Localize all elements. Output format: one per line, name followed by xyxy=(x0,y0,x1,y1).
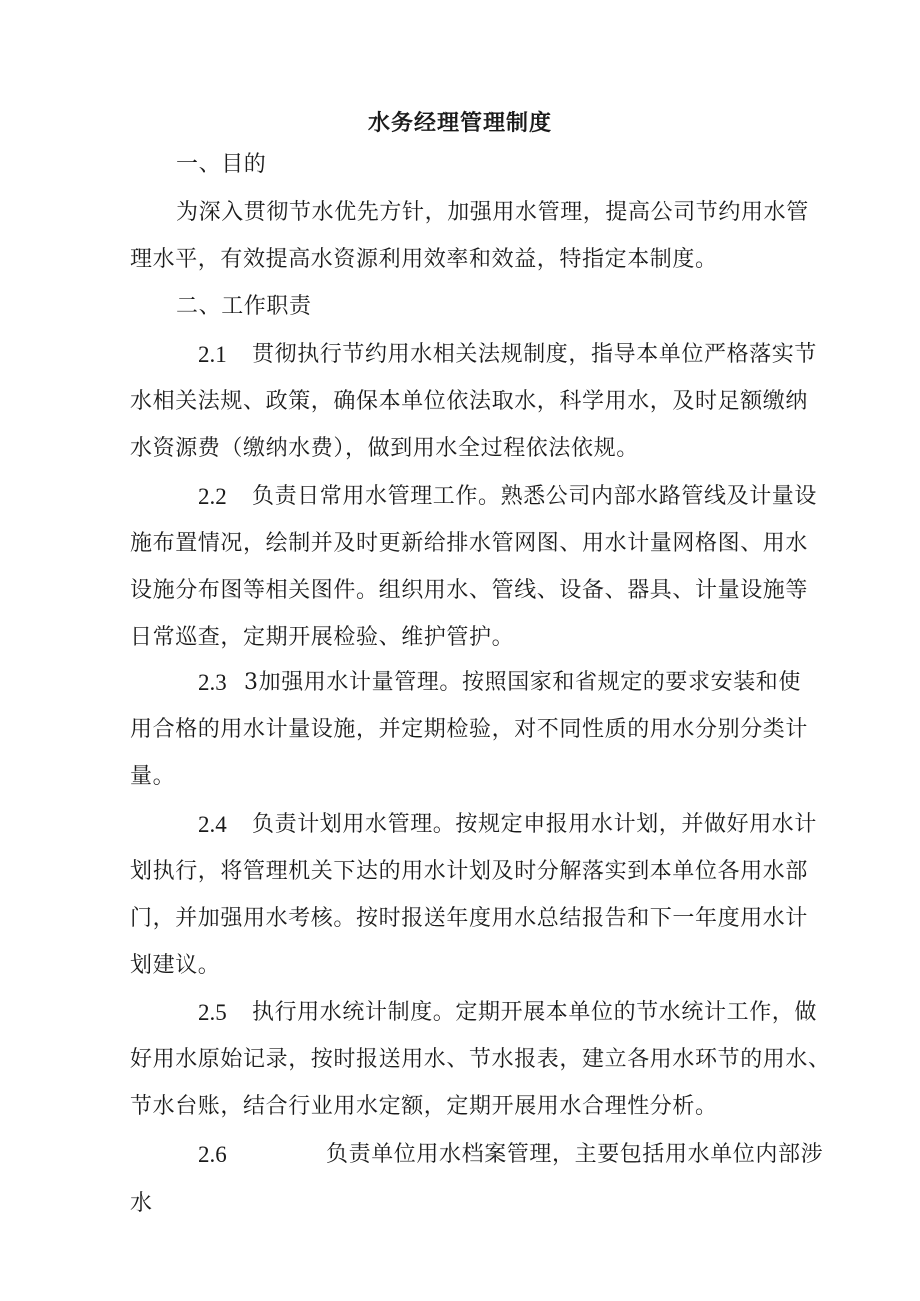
section-heading-purpose: 一、目的 xyxy=(176,152,267,177)
item-2-1-number: 2.1 xyxy=(198,342,227,367)
item-2-5-line-1: 执行用水统计制度。定期开展本单位的节水统计工作，做 xyxy=(252,1000,818,1025)
item-2-4-line-3: 门，并加强用水考核。按时报送年度用水总结报告和下一年度用水计 xyxy=(130,906,809,931)
item-2-3-line-3: 量。 xyxy=(130,764,176,789)
item-2-5-line-3: 节水台账，结合行业用水定额，定期开展用水合理性分析。 xyxy=(130,1094,718,1119)
item-2-1-line-1: 贯彻执行节约用水相关法规制度，指导本单位严格落实节 xyxy=(252,342,818,367)
item-2-5-number: 2.5 xyxy=(198,1000,227,1025)
purpose-line-1: 为深入贯彻节水优先方针，加强用水管理，提高公司节约用水管 xyxy=(176,200,809,225)
purpose-line-2: 理水平，有效提高水资源利用效率和效益，特指定本制度。 xyxy=(130,247,718,272)
item-2-2-line-3: 设施分布图等相关图件。组织用水、管线、设备、器具、计量设施等 xyxy=(130,578,809,603)
section-heading-duties: 二、工作职责 xyxy=(176,294,312,319)
item-2-6-line-2: 水 xyxy=(130,1191,153,1216)
item-2-2-line-2: 施布置情况，绘制并及时更新给排水管网图、用水计量网格图、用水 xyxy=(130,531,809,556)
item-2-1-line-3: 水资源费（缴纳水费），做到用水全过程依法依规。 xyxy=(130,436,639,461)
item-2-4-line-2: 划执行，将管理机关下达的用水计划及时分解落实到本单位各用水部 xyxy=(130,859,809,884)
item-2-4-number: 2.4 xyxy=(198,812,227,837)
item-2-3-number: 2.3 xyxy=(198,670,227,695)
item-2-2-line-1: 负责日常用水管理工作。熟悉公司内部水路管线及计量设 xyxy=(252,484,818,509)
item-2-4-line-4: 划建议。 xyxy=(130,953,221,978)
item-2-6-number: 2.6 xyxy=(198,1142,227,1167)
document-title: 水务经理管理制度 xyxy=(367,110,552,136)
item-2-1-line-2: 水相关法规、政策，确保本单位依法取水，科学用水，及时足额缴纳 xyxy=(130,389,809,414)
item-2-6-line-1: 负责单位用水档案管理，主要包括用水单位内部涉 xyxy=(326,1142,824,1167)
item-2-2-number: 2.2 xyxy=(198,484,227,509)
item-2-5-line-2: 好用水原始记录，按时报送用水、节水报表，建立各用水环节的用水、 xyxy=(130,1047,831,1072)
item-2-4-line-1: 负责计划用水管理。按规定申报用水计划，并做好用水计 xyxy=(252,812,818,837)
item-2-3-line-1: 3加强用水计量管理。按照国家和省规定的要求安装和使 xyxy=(244,670,801,695)
item-2-3-line-2: 用合格的用水计量设施，并定期检验，对不同性质的用水分别分类计 xyxy=(130,717,809,742)
item-2-2-line-4: 日常巡查，定期开展检验、维护管护。 xyxy=(130,625,515,650)
